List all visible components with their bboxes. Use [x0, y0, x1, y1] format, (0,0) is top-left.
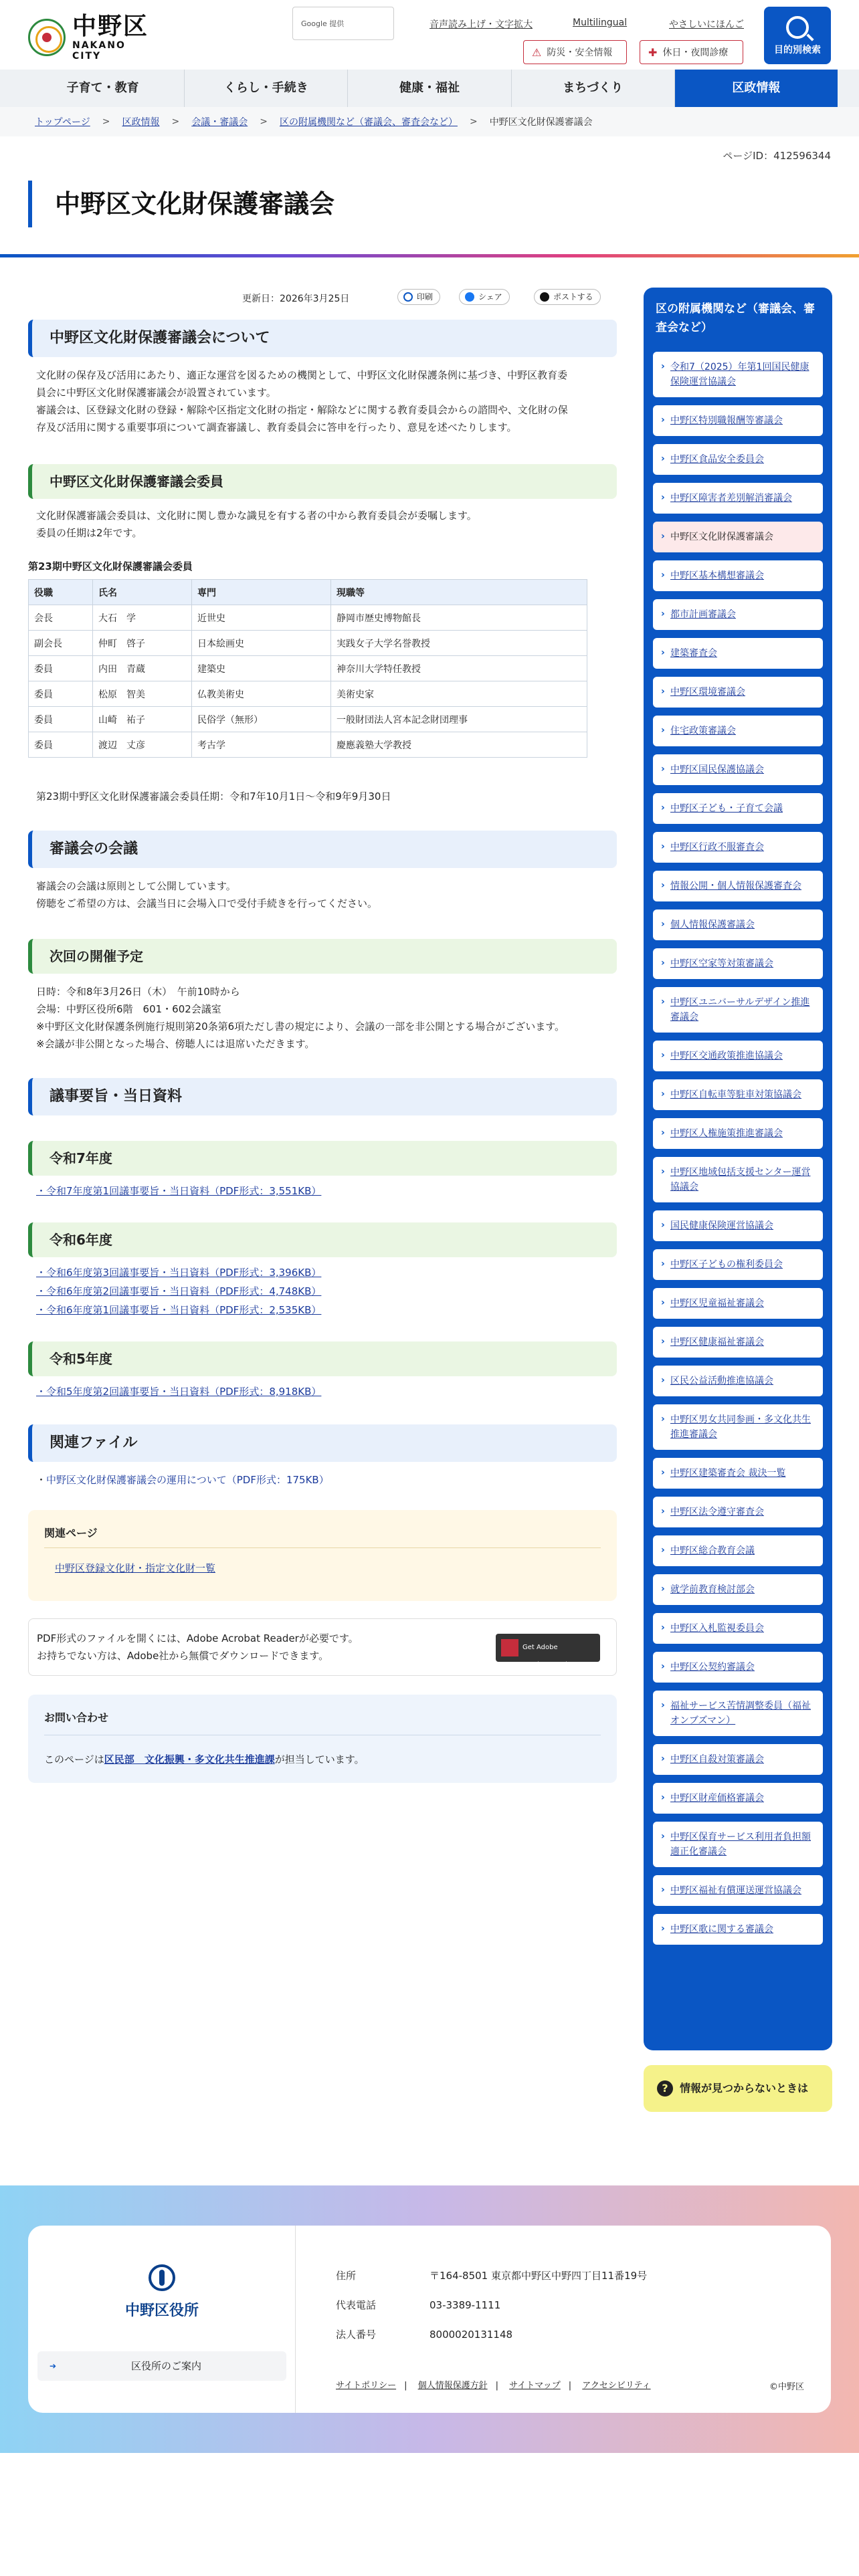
members-text [36, 507, 611, 542]
footer-card [28, 2226, 831, 2413]
chevron-right-icon: > [260, 116, 268, 127]
table-cell: 考古学 [192, 732, 331, 758]
copyright: ©中野区 [769, 2382, 804, 2392]
contact-box [28, 1695, 617, 1783]
table-cell: 日本絵画史 [192, 631, 331, 656]
page-meta [28, 288, 617, 308]
office-guide-button[interactable]: ➔ 区役所のご案内 [37, 2351, 286, 2381]
pdf-notice-line: PDF形式のファイルを開くには、Adobe Acrobat Readerが必要です。 [37, 1632, 359, 1644]
contact-pre: このページは [44, 1753, 104, 1765]
r7-heading: 令和7年度 [28, 1141, 617, 1176]
r5-minutes-link[interactable]: ・令和5年度第2回議事要旨・当日資料（PDF形式：8,918KB） [36, 1386, 322, 1398]
search-icon [786, 16, 809, 39]
table-row [29, 631, 587, 656]
table-cell: 静岡市歴史博物館長 [331, 605, 587, 631]
col-header: 氏名 [93, 580, 192, 605]
share-button[interactable] [459, 289, 510, 305]
table-cell: 松原 智美 [93, 681, 192, 707]
col-header: 役職 [29, 580, 93, 605]
nav-health-welfare[interactable]: 健康・福祉 [348, 70, 511, 107]
site-policy-link[interactable]: サイトポリシー [336, 2381, 397, 2391]
sidebar-item[interactable]: › 中野区環境審議会 [653, 677, 823, 708]
sidebar-item[interactable]: › 中野区食品安全委員会 [653, 444, 823, 475]
files-item [36, 1471, 611, 1489]
table-cell: 実践女子大学名誉教授 [331, 631, 587, 656]
table-row [29, 605, 587, 631]
chevron-right-icon: > [171, 116, 180, 127]
disaster-info-button[interactable] [523, 40, 627, 64]
next-meeting-text [36, 983, 611, 1053]
sidebar-item[interactable]: › 中野区自転車等駐車対策協議会 [653, 1079, 823, 1110]
table-cell: 委員 [29, 656, 93, 681]
sidebar-title: 区の附属機関など（審議会、審査会など） [656, 302, 815, 334]
meeting-text-line: 審議会の会議は原則として公開しています。 [36, 880, 236, 892]
post-button[interactable] [534, 289, 601, 305]
sidebar-item[interactable]: › 中野区子ども・子育て会議 [653, 793, 823, 824]
contact-title: お問い合わせ [44, 1711, 109, 1724]
table-cell: 副会長 [29, 631, 93, 656]
purpose-search-label: 目的別検索 [774, 45, 821, 56]
about-text-line: 員会に中野区文化財保護審議会が設置されています。 [36, 387, 276, 399]
divider [44, 1547, 601, 1548]
acrobat-reader-badge[interactable] [496, 1634, 600, 1669]
holiday-clinic-button[interactable] [640, 40, 743, 64]
sidebar-item[interactable]: › 中野区文化財保護審議会 [653, 522, 823, 552]
sidebar-item[interactable]: › 中野区子どもの権利委員会 [653, 1249, 823, 1280]
r6-minutes-link-3[interactable]: ・令和6年度第3回議事要旨・当日資料（PDF形式：3,396KB） [36, 1267, 322, 1279]
table-cell: 渡辺 丈彦 [93, 732, 192, 758]
table-row [29, 707, 587, 732]
related-link-cultural-properties[interactable]: 中野区登録文化財・指定文化財一覧 [55, 1562, 216, 1574]
site-logo[interactable] [28, 13, 155, 62]
r6-minutes-link-1[interactable]: ・令和6年度第1回議事要旨・当日資料（PDF形式：2,535KB） [36, 1304, 322, 1316]
print-label: 印刷 [417, 292, 434, 302]
sidebar-item[interactable]: › 国民健康保険運営協議会 [653, 1210, 823, 1241]
table-cell: 一般財団法人宮本記念財団理事 [331, 707, 587, 732]
table-cell: 神奈川大学特任教授 [331, 656, 587, 681]
sidebar-item[interactable]: › 中野区特別職報酬等審議会 [653, 405, 823, 436]
sidebar-item[interactable]: › 令和7（2025）年第1回国民健康保険運営協議会 [653, 352, 823, 397]
sidebar-item[interactable]: › 中野区空家等対策審議会 [653, 948, 823, 979]
sidebar-item[interactable]: › 中野区障害者差別解消審議会 [653, 483, 823, 514]
sidebar-item[interactable]: › 中野区福祉有償運送運営協議会 [653, 1875, 823, 1906]
sidebar-item[interactable]: › 都市計画審議会 [653, 599, 823, 630]
footer-key: 住所 [336, 2270, 357, 2282]
related-pages [28, 1510, 617, 1601]
sidebar-item[interactable]: › 中野区行政不服審査会 [653, 832, 823, 863]
not-found-label: 情報が見つからないときは [680, 2082, 809, 2095]
nav-childcare-education[interactable]: 子育て・教育 [21, 70, 185, 107]
sidebar-item[interactable]: › 中野区男女共同参画・多文化共生推進審議会 [653, 1404, 823, 1450]
next-meeting-line: ※中野区文化財保護条例施行規則第20条第6項ただし書の規定により、会議の一部を非公開とする場合がございます。 [36, 1021, 565, 1033]
next-meeting-line: ※会議が非公開となった場合、傍聴人には退席いただきます。 [36, 1038, 315, 1050]
about-heading: 中野区文化財保護審議会について [28, 320, 617, 357]
acrobat-badge-line: Acrobat Reader [522, 1661, 575, 1669]
r7-minutes-link[interactable]: ・令和7年度第1回議事要旨・当日資料（PDF形式：3,551KB） [36, 1185, 322, 1197]
table-cell: 内田 青蔵 [93, 656, 192, 681]
about-text-line: 存及び活用に関する重要事項について調査審議し、教育委員会に答申を行ったり、意見を述べたりします。 [36, 421, 517, 433]
members-table [28, 579, 587, 758]
related-title: 関連ページ [44, 1527, 98, 1539]
members-text-line: 委員の任期は2年です。 [36, 527, 142, 539]
acrobat-badge-line: Get Adobe [522, 1644, 558, 1651]
chevron-right-icon: > [102, 116, 110, 127]
footer-address [336, 2268, 647, 2282]
sidebar-item[interactable]: › 中野区総合教育会議 [653, 1535, 823, 1566]
sidebar-item[interactable]: › 中野区健康福祉審議会 [653, 1327, 823, 1358]
table-cell: 仲町 啓子 [93, 631, 192, 656]
nav-living-procedures[interactable]: くらし・手続き [185, 70, 348, 107]
separator: | [495, 2381, 499, 2391]
footer-links [336, 2378, 651, 2391]
sitemap-link[interactable]: サイトマップ [509, 2381, 561, 2391]
medical-icon: ✚ [648, 45, 658, 59]
site-header [0, 0, 859, 70]
table-cell: 山崎 祐子 [93, 707, 192, 732]
members-table-body [29, 605, 587, 758]
global-nav [0, 70, 859, 107]
header-divider [0, 254, 859, 257]
sidebar-item[interactable]: › 中野区建築審査会 裁決一覧 [653, 1458, 823, 1489]
sidebar-item[interactable]: › 中野区入札監視委員会 [653, 1613, 823, 1644]
footer-key: 法人番号 [336, 2329, 377, 2341]
facebook-icon [465, 292, 474, 302]
r6-minutes-link-2[interactable]: ・令和6年度第2回議事要旨・当日資料（PDF形式：4,748KB） [36, 1285, 322, 1297]
breadcrumb [0, 107, 859, 136]
table-cell: 仏教美術史 [192, 681, 331, 707]
footer-corporate-number [336, 2327, 512, 2341]
table-cell: 美術史家 [331, 681, 587, 707]
operation-pdf-link[interactable]: 中野区文化財保護審議会の運用について（PDF形式：175KB） [46, 1474, 329, 1486]
page-title-bar [28, 181, 831, 227]
separator: | [404, 2381, 407, 2391]
sidebar-item[interactable]: › 住宅政策審議会 [653, 716, 823, 746]
disaster-info-label: 防災・安全情報 [547, 47, 613, 58]
files-heading: 関連ファイル [28, 1424, 617, 1462]
sidebar-item[interactable]: › 中野区保育サービス利用者負担額適正化審議会 [653, 1822, 823, 1867]
sidebar-item[interactable]: › 建築審査会 [653, 638, 823, 669]
footer-phone [336, 2298, 500, 2312]
sidebar-item[interactable]: › 情報公開・個人情報保護審査会 [653, 871, 823, 901]
sidebar-item[interactable]: › 中野区ユニバーサルデザイン推進審議会 [653, 987, 823, 1033]
col-header: 現職等 [331, 580, 587, 605]
members-text-line: 文化財保護審議会委員は、文化財に関し豊かな識見を有する者の中から教育委員会が委嘱します。 [36, 510, 477, 522]
multilingual-link[interactable]: Multilingual [573, 17, 628, 28]
easy-japanese-link[interactable]: やさしいにほんご [669, 19, 744, 30]
contact-post: が担当しています。 [274, 1753, 365, 1765]
r6-heading: 令和6年度 [28, 1222, 617, 1257]
members-table-title: 第23期中野区文化財保護審議会委員 [28, 560, 193, 572]
sidebar-item[interactable]: › 中野区基本構想審議会 [653, 560, 823, 591]
meeting-heading: 審議会の会議 [28, 831, 617, 868]
sidebar-item[interactable]: › 中野区法令遵守審査会 [653, 1497, 823, 1527]
print-icon [403, 292, 413, 302]
col-header: 専門 [192, 580, 331, 605]
nav-administration[interactable]: 区政情報 [675, 70, 838, 107]
table-cell: 委員 [29, 732, 93, 758]
breadcrumb-councils[interactable]: 会議・審議会 [191, 117, 248, 128]
google-search-box[interactable]: Google 提供 [292, 7, 394, 40]
site-footer [0, 2185, 859, 2453]
next-meeting-heading: 次回の開催予定 [28, 939, 617, 974]
sidebar-item[interactable]: › 中野区交通政策推進協議会 [653, 1041, 823, 1071]
accessibility-link[interactable]: アクセシビリティ [582, 2381, 651, 2391]
sidebar-item[interactable]: › 就学前教育検討部会 [653, 1574, 823, 1605]
contact-dept-link[interactable]: 区民部 文化振興・多文化共生推進課 [104, 1753, 275, 1765]
sidebar-item[interactable]: › 中野区人権施策推進審議会 [653, 1118, 823, 1149]
city-office-emblem-icon [149, 2264, 175, 2291]
next-meeting-line: 会場：中野区役所6階 601・602会議室 [36, 1003, 221, 1015]
sidebar-item[interactable]: › 区民公益活動推進協議会 [653, 1366, 823, 1396]
footer-value: 03-3389-1111 [430, 2299, 501, 2311]
page-title: 中野区文化財保護審議会 [55, 189, 335, 219]
sidebar-item[interactable]: › 中野区地域包括支援センター運営協議会 [653, 1157, 823, 1202]
updated-date: 更新日：2026年3月25日 [242, 294, 350, 304]
table-cell: 建築史 [192, 656, 331, 681]
about-text-line: 審議会は、区登録文化財の登録・解除や区指定文化財の指定・解除などに関する教育委員会からの諮問や、文化財の保 [36, 404, 568, 416]
sidebar [644, 288, 832, 2050]
table-cell: 慶應義塾大学教授 [331, 732, 587, 758]
privacy-policy-link[interactable]: 個人情報保護方針 [417, 2381, 488, 2391]
table-row [29, 656, 587, 681]
breadcrumb-affiliated-bodies[interactable]: 区の附属機関など（審議会、審査会など） [279, 117, 458, 128]
nav-town-planning[interactable]: まちづくり [512, 70, 675, 107]
logo-english: NAKANO CITY [72, 40, 126, 62]
city-office-name: 中野区役所 [124, 2302, 199, 2319]
share-label: シェア [478, 292, 502, 302]
about-text [36, 366, 611, 436]
x-icon [540, 292, 549, 302]
sidebar-item[interactable]: › 中野区自殺対策審議会 [653, 1744, 823, 1775]
separator: | [568, 2381, 572, 2391]
not-found-button[interactable] [644, 2065, 832, 2112]
table-cell: 会長 [29, 605, 93, 631]
warning-icon: ⚠ [532, 45, 542, 59]
footer-value: 8000020131148 [430, 2329, 513, 2341]
breadcrumb-administration[interactable]: 区政情報 [122, 117, 160, 128]
logo-name: 中野区 [72, 13, 149, 40]
files-bullet: ・ [36, 1474, 47, 1486]
sidebar-item[interactable]: › 中野区歌に関する審議会 [653, 1914, 823, 1945]
print-button[interactable] [397, 289, 440, 305]
footer-left [28, 2226, 296, 2413]
members-heading: 中野区文化財保護審議会委員 [28, 464, 617, 499]
table-row [29, 681, 587, 707]
question-icon: ? [657, 2080, 673, 2097]
holiday-clinic-label: 休日・夜間診療 [662, 47, 729, 58]
sidebar-item[interactable]: › 中野区公契約審議会 [653, 1652, 823, 1683]
footer-value: 〒164-8501 東京都中野区中野四丁目11番19号 [430, 2270, 648, 2282]
post-label: ポストする [553, 292, 593, 302]
speech-zoom-link[interactable]: 音声読み上げ・文字拡大 [430, 19, 533, 30]
sidebar-item[interactable]: › 中野区児童福祉審議会 [653, 1288, 823, 1319]
r5-heading: 令和5年度 [28, 1341, 617, 1376]
sidebar-item[interactable]: › 中野区国民保護協議会 [653, 754, 823, 785]
table-row [29, 732, 587, 758]
table-cell: 委員 [29, 707, 93, 732]
next-meeting-line: 日時：令和8年3月26日（木） 午前10時から [36, 986, 240, 998]
table-cell: 近世史 [192, 605, 331, 631]
table-cell: 大石 学 [93, 605, 192, 631]
pdf-notice-line: お持ちでない方は、Adobe社から無償でダウンロードできます。 [37, 1650, 329, 1662]
members-term: 第23期中野区文化財保護審議会委員任期：令和7年10月1日～令和9年9月30日 [36, 790, 391, 802]
sidebar-item[interactable]: › 個人情報保護審議会 [653, 909, 823, 940]
minutes-heading: 議事要旨・当日資料 [28, 1078, 617, 1115]
footer-key: 代表電話 [336, 2299, 377, 2311]
breadcrumb-top[interactable]: トップページ [35, 117, 90, 128]
page-id: ページID：412596344 [723, 150, 831, 162]
purpose-search-button[interactable] [764, 7, 831, 64]
contact-text [44, 1752, 365, 1766]
meeting-text-line: 傍聴をご希望の方は、会議当日に会場入口で受付手続きを行ってください。 [36, 897, 378, 909]
table-cell: 民俗学（無形） [192, 707, 331, 732]
chevron-right-icon: > [469, 116, 478, 127]
sidebar-item[interactable]: › 福祉サービス苦情調整委員（福祉オンブズマン） [653, 1691, 823, 1736]
about-text-line: 文化財の保存及び活用にあたり、適正な運営を図るための機関として、中野区文化財保護条例に基づき、中野区教育委 [36, 369, 568, 381]
pdf-notice [28, 1618, 617, 1676]
breadcrumb-current: 中野区文化財保護審議会 [489, 117, 593, 128]
city-emblem-icon [28, 19, 66, 56]
table-cell: 委員 [29, 681, 93, 707]
meeting-text [36, 877, 611, 912]
sidebar-item[interactable]: › 中野区財産価格審議会 [653, 1783, 823, 1814]
